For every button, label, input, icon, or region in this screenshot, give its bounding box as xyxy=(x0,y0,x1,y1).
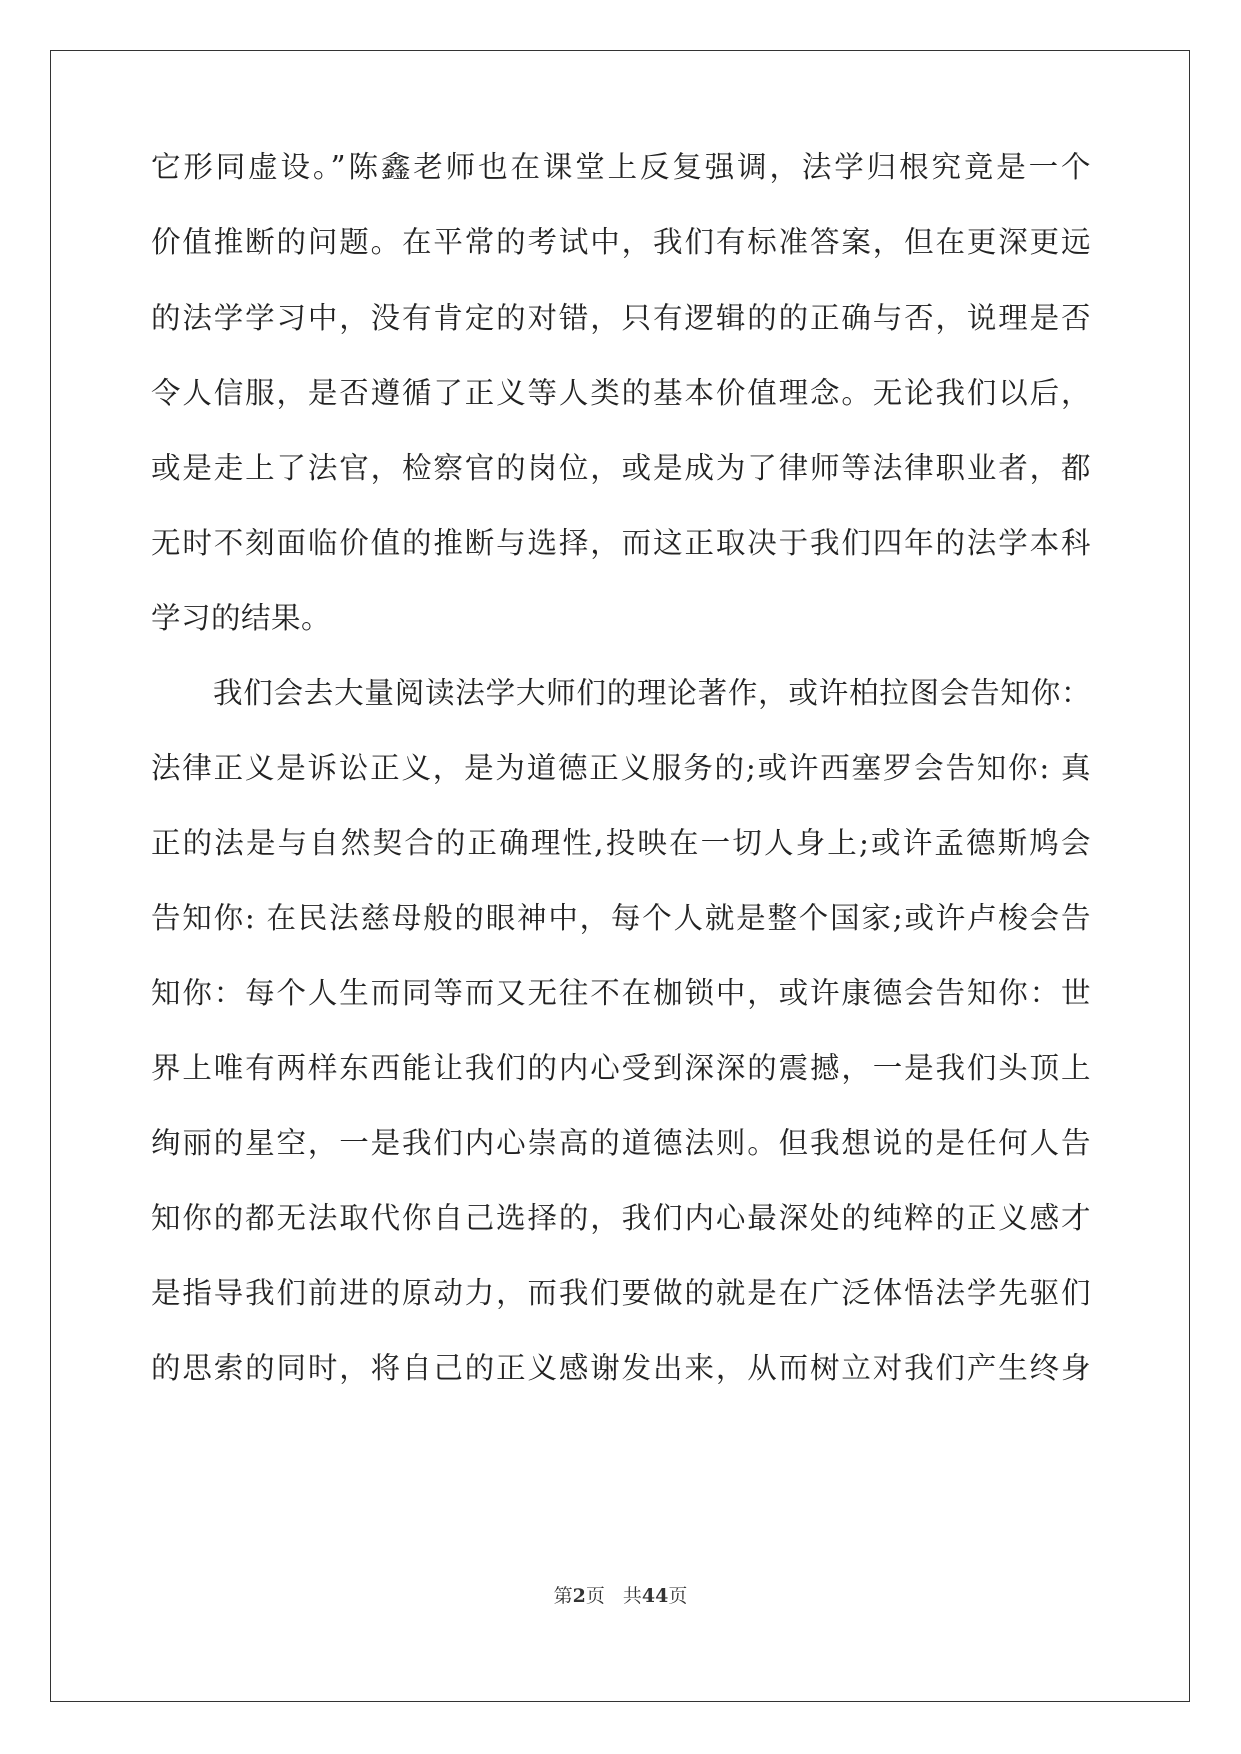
body-line: 的法学学习中，没有肯定的对错，只有逻辑的的正确与否，说理是否 xyxy=(151,301,1091,335)
body-line: 是指导我们前进的原动力，而我们要做的就是在广泛体悟法学先驱们 xyxy=(151,1276,1091,1310)
body-line: 界上唯有两样东西能让我们的内心受到深深的震撼，一是我们头顶上 xyxy=(151,1051,1091,1085)
body-line: 知你的都无法取代你自己选择的，我们内心最深处的纯粹的正义感才 xyxy=(151,1201,1091,1235)
body-line: 令人信服，是否遵循了正义等人类的基本价值理念。无论我们以后， xyxy=(151,376,1091,410)
page-prefix: 第 xyxy=(553,1585,573,1607)
body-line: 正的法是与自然契合的正确理性,投映在一切人身上;或许孟德斯鸠会 xyxy=(151,826,1091,860)
total-prefix: 共 xyxy=(622,1585,642,1607)
body-line: 学习的结果。 xyxy=(151,601,332,635)
body-line: 法律正义是诉讼正义，是为道德正义服务的;或许西塞罗会告知你: 真 xyxy=(151,751,1091,785)
body-line: 或是走上了法官，检察官的岗位，或是成为了律师等法律职业者，都 xyxy=(151,451,1091,485)
body-line: 知你：每个人生而同等而又无往不在枷锁中，或许康德会告知你：世 xyxy=(151,976,1091,1010)
body-line: 它形同虚设。”陈鑫老师也在课堂上反复强调，法学归根究竟是一个 xyxy=(151,150,1091,184)
page-suffix: 页 xyxy=(585,1585,605,1607)
body-line: 告知你: 在民法慈母般的眼神中，每个人就是整个国家;或许卢梭会告 xyxy=(151,901,1091,935)
body-line: 的思索的同时，将自己的正义感谢发出来，从而树立对我们产生终身 xyxy=(151,1351,1091,1385)
page-footer xyxy=(0,1583,1241,1609)
page-number: 2 xyxy=(572,1585,586,1607)
body-line: 价值推断的问题。在平常的考试中，我们有标准答案，但在更深更远 xyxy=(151,225,1091,259)
total-suffix: 页 xyxy=(668,1585,688,1607)
body-line: 绚丽的星空，一是我们内心崇高的道德法则。但我想说的是任何人告 xyxy=(151,1126,1091,1160)
total-pages: 44 xyxy=(641,1585,669,1607)
body-line: 无时不刻面临价值的推断与选择，而这正取决于我们四年的法学本科 xyxy=(151,526,1091,560)
paragraph-first-line: 我们会去大量阅读法学大师们的理论著作，或许柏拉图会告知你： xyxy=(213,676,1091,710)
